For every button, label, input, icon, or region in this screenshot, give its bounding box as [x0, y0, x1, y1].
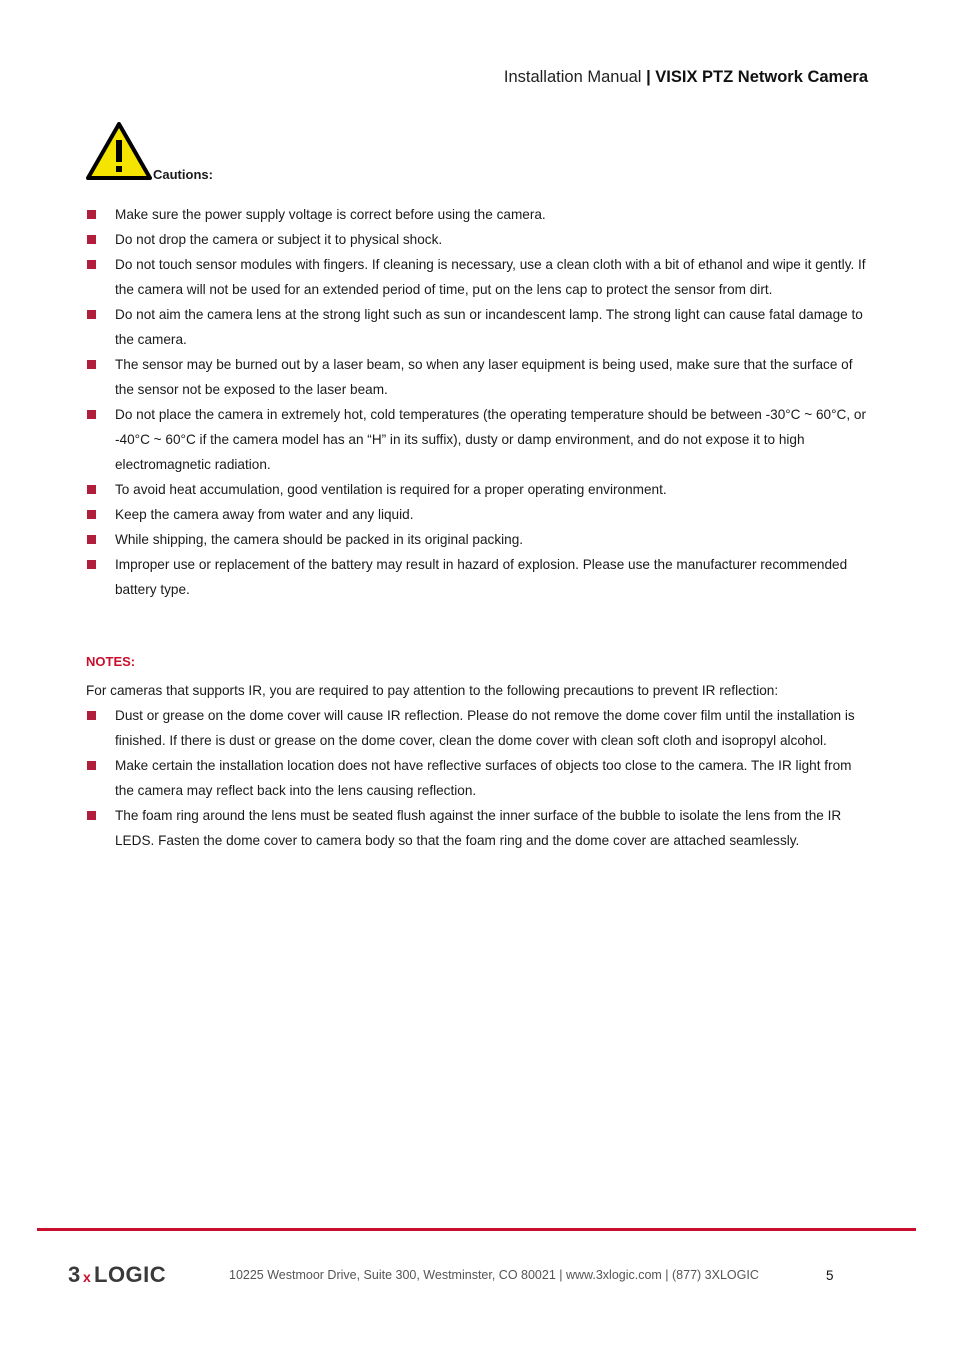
cautions-list	[86, 202, 870, 602]
list-item: Do not drop the camera or subject it to physical shock.	[86, 227, 870, 252]
list-item: Make certain the installation location does not have reflective surfaces of objects too close to the camera. The IR light from the camera may reflect back into the lens causing reflection.	[86, 753, 870, 803]
list-item: The foam ring around the lens must be seated flush against the inner surface of the bubble to isolate the lens from the IR LEDS. Fasten the dome cover to camera body so that the foam ring and the dome cover are attached seamlessly.	[86, 803, 870, 853]
list-item: The sensor may be burned out by a laser beam, so when any laser equipment is being used, make sure that the surface of the sensor not be exposed to the laser beam.	[86, 352, 870, 402]
list-item: Do not place the camera in extremely hot, cold temperatures (the operating temperature should be between -30°C ~ 60°C, or -40°C ~ 60°C if the camera model has an “H” in its suffix), dusty or damp environment, and do not expose it to high electromagnetic radiation.	[86, 402, 870, 477]
list-item: Keep the camera away from water and any liquid.	[86, 502, 870, 527]
bullet-square-icon	[87, 761, 96, 770]
svg-text:x: x	[83, 1269, 91, 1285]
list-item: Improper use or replacement of the battery may result in hazard of explosion. Please use the manufacturer recommended battery type.	[86, 552, 870, 602]
header-title: Installation Manual	[503, 68, 642, 86]
bullet-square-icon	[87, 510, 96, 519]
svg-text:3: 3	[68, 1262, 81, 1286]
bullet-square-icon	[87, 711, 96, 720]
bullet-square-icon	[87, 535, 96, 544]
page-number: 5	[826, 1268, 834, 1283]
list-item: Dust or grease on the dome cover will cause IR reflection. Please do not remove the dome cover film until the installation is finished. If there is dust or grease on the dome cover, clean the dome cover with clean soft cloth and isopropyl alcohol.	[86, 703, 870, 753]
notes-list	[86, 703, 870, 853]
cautions-title: Cautions:	[153, 167, 213, 182]
page-header	[504, 68, 868, 87]
list-item: To avoid heat accumulation, good ventilation is required for a proper operating environment.	[86, 477, 870, 502]
list-item: Make sure the power supply voltage is correct before using the camera.	[86, 202, 870, 227]
bullet-square-icon	[87, 310, 96, 319]
header-product: | VISIX PTZ Network Camera	[646, 68, 868, 86]
notes-title: NOTES:	[86, 654, 136, 669]
bullet-square-icon	[87, 485, 96, 494]
bullet-square-icon	[87, 410, 96, 419]
bullet-square-icon	[87, 235, 96, 244]
bullet-square-icon	[87, 360, 96, 369]
bullet-square-icon	[87, 260, 96, 269]
notes-intro: For cameras that supports IR, you are required to pay attention to the following precautions to prevent IR reflection:	[86, 683, 779, 698]
warning-triangle-icon	[86, 122, 152, 180]
company-logo	[68, 1262, 202, 1286]
list-item: While shipping, the camera should be packed in its original packing.	[86, 527, 870, 552]
bullet-square-icon	[87, 210, 96, 219]
list-item: Do not aim the camera lens at the strong light such as sun or incandescent lamp. The strong light can cause fatal damage to the camera.	[86, 302, 870, 352]
bullet-square-icon	[87, 811, 96, 820]
footer-address: 10225 Westmoor Drive, Suite 300, Westminster, CO 80021 | www.3xlogic.com | (877) 3XLOGIC	[229, 1268, 759, 1282]
list-item: Do not touch sensor modules with fingers. If cleaning is necessary, use a clean cloth with a bit of ethanol and wipe it gently. If the camera will not be used for an extended period of time, put on the lens cap to protect the sensor from dirt.	[86, 252, 870, 302]
bullet-square-icon	[87, 560, 96, 569]
svg-text:LOGIC: LOGIC	[94, 1262, 167, 1286]
footer-divider	[37, 1228, 916, 1231]
